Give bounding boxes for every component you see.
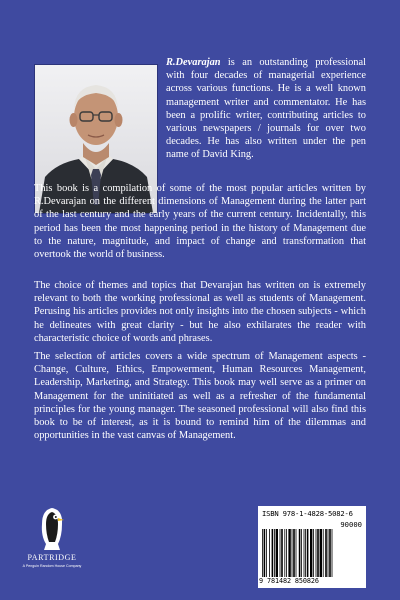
barcode-bar (269, 529, 270, 577)
barcode-bars (262, 529, 362, 577)
barcode-bar (332, 529, 333, 577)
description-paragraph-1: This book is a compilation of some of the most popular articles written by R.Devarajan on the different dimensions of Management during the latter part of the last century and the early years of the current century. Incidentally, this period has been the most happening period in the history of Management due to the nature, magnitude, and impact of change and transformation that overtook the world of business. (34, 183, 366, 261)
barcode-bar (323, 529, 324, 577)
barcode-bar (274, 529, 275, 577)
barcode-bar (288, 529, 290, 577)
barcode-bar (305, 529, 306, 577)
barcode-bar (262, 529, 263, 577)
barcode-bar (272, 529, 274, 577)
barcode-bar (292, 529, 293, 577)
ean-digits: 9 781482 850826 (259, 577, 319, 585)
barcode-bar (328, 529, 329, 577)
barcode-bar (276, 529, 278, 577)
barcode-bar (317, 529, 319, 577)
author-name: R.Devarajan (166, 57, 221, 68)
publisher-logo (22, 506, 80, 582)
barcode-bar (299, 529, 301, 577)
barcode-bar (293, 529, 295, 577)
barcode-bar (280, 529, 281, 577)
barcode-bar (325, 529, 327, 577)
barcode-bar (316, 529, 317, 577)
price-code: 90000 (340, 520, 362, 529)
barcode-bar (281, 529, 283, 577)
publisher-name: PARTRIDGE (27, 553, 77, 562)
barcode-bar (329, 529, 331, 577)
description-paragraph-3: The selection of articles covers a wide spectrum of Management aspects - Change, Culture, Ethics, Empowerment, Human Resources Management, Leadership, Marketing, and Strategy. This book may well serve as a primer on Management for the uninitiated as well as a refresher of the fundamental principles for the young manager. The seasoned professional will also find this book to be of interest, as it is bound to remind him of the dilemmas and opportunities in the vast canvas of Management. (34, 351, 366, 442)
barcode-bar (284, 529, 285, 577)
partridge-bird-icon (38, 506, 66, 550)
isbn-text: ISBN 978-1-4828-5082-6 (262, 509, 353, 518)
barcode-bar (296, 529, 297, 577)
barcode-bar (286, 529, 287, 577)
barcode-bar (313, 529, 314, 577)
barcode-bar (301, 529, 302, 577)
publisher-tagline: A Penguin Random House Company (22, 564, 82, 568)
barcode-bar (310, 529, 312, 577)
barcode (258, 506, 366, 588)
barcode-bar (264, 529, 266, 577)
author-bio (166, 56, 366, 162)
barcode-bar (307, 529, 309, 577)
author-bio-text: is an outstanding professional with four decades of managerial experience across various functions. He is a well known management writer and commentator. He has been a prolific writer, contributing articles to various newspapers / journals for over two decades. He has also written under the pen name of David King. (166, 57, 366, 161)
barcode-bar (320, 529, 322, 577)
barcode-bar (304, 529, 305, 577)
barcode-bar (266, 529, 267, 577)
description-paragraph-2: The choice of themes and topics that Devarajan has written on is extremely relevant to both the working professional as well as students of Management. Perusing his articles provides not only insights into the chosen subjects - which he delineates with great clarity - but he also exhilarates the reader with characteristic choice of words and phrases. (34, 280, 366, 344)
